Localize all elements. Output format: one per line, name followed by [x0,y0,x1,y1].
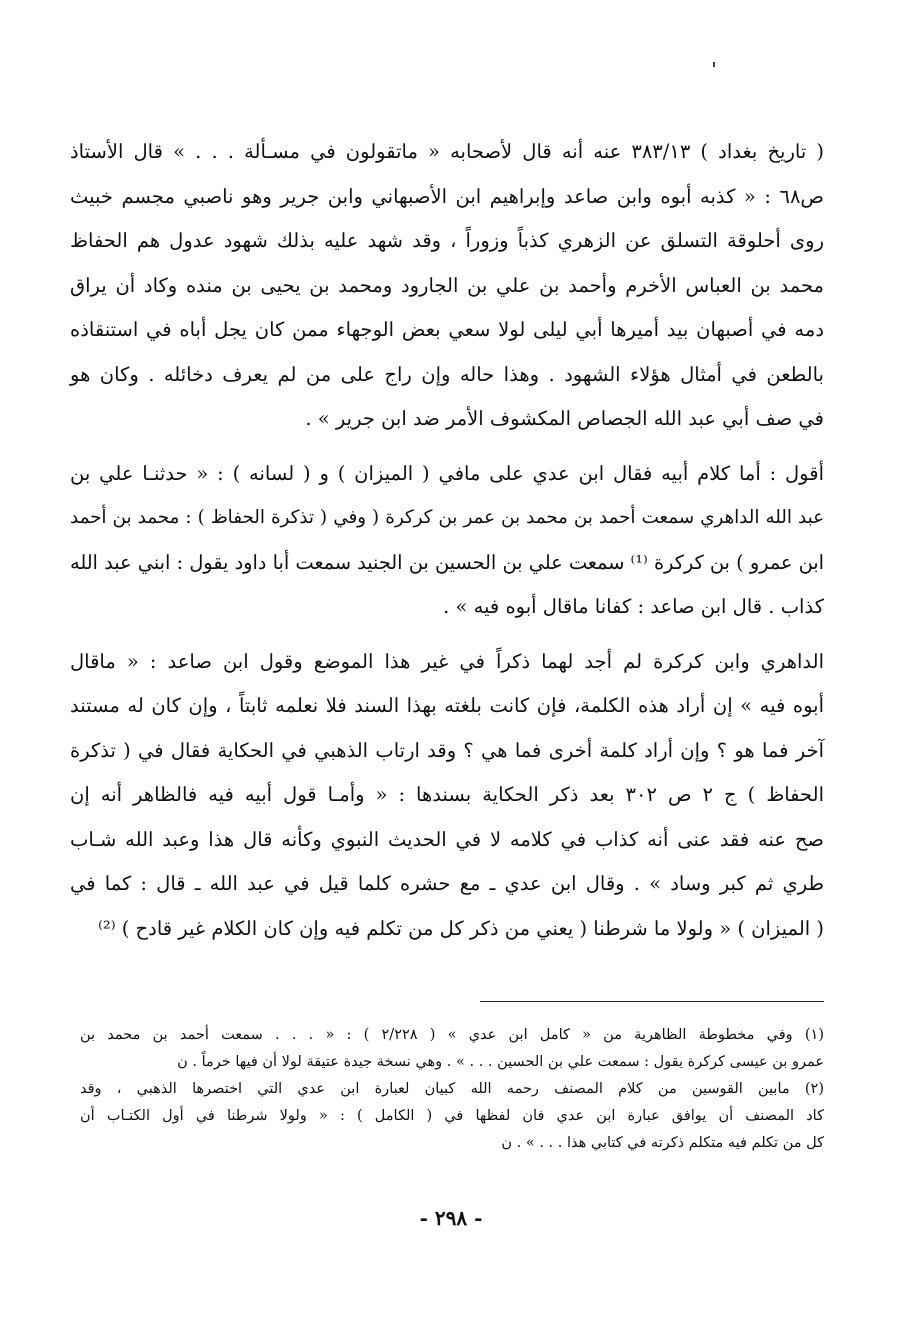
footnote-line: كل من تكلم فيه متكلم ذكرته في كتابي هذا . . . » . ن [501,1135,824,1151]
scan-speck [713,62,715,67]
text-line: الداهري وابن كركرة لم أجد لهما ذكراً في غير هذا الموضع وقول ابن صاعد : « ماقال [70,649,824,673]
text-line: دمه في أصبهان بيد أميرها أبي ليلى لولا سعي بعض الوجهاء ممن كان يجل أباه في استنقاذه [70,318,824,341]
text-line: ابن عمرو ) بن كركرة ⁽¹⁾ سمعت علي بن الحسين بن الجنيد سمعت أبا داود يقول : ابني عبد الله [70,550,824,574]
footnote-line: (١) وفي مخطوطة الظاهرية من « كامل ابن عدي » ( ٢/٢٢٨ ) : « . . . سمعت أحمد بن محمد بن [80,1027,824,1043]
text-line: ( تاريخ بغداد ) ٣٨٣/١٣ عنه أنه قال لأصحابه « ماتقولون في مسـألة . . . » قال الأستاذ [70,140,824,163]
text-line: كذاب . قال ابن صاعد : كفانا ماقال أبوه فيه » . [443,595,824,618]
paragraph-2 [70,452,824,630]
footnote-2 [80,1076,824,1157]
footnote-line: كاد المصنف أن يوافق عبارة ابن عدي فان لفظها في ( الكامل ) : « ولولا شرطنا في أول الكتـاب أن [80,1108,824,1124]
text-line: عبد الله الداهري سمعت أحمد بن محمد بن عمر بن كركرة ( وفي ( تذكرة الحفاظ ) : محمد بن أحمد [70,507,824,528]
footnote-1 [80,1022,824,1076]
text-line: آخر فما هو ؟ وإن أراد كلمة أخرى فما هي ؟ وقد ارتاب الذهبي في الحكاية فقال في ( تذكرة [70,738,824,762]
main-text [70,130,824,951]
footnote-divider [480,1001,824,1002]
paragraph-1 [70,130,824,442]
text-line: روى أحلوقة التسلق عن الزهري كذباً وزوراً ، وقد شهد عليه بذلك شهود عدول هم الحفاظ [70,229,824,252]
text-line: الحفاظ ) ج ٢ ص ٣٠٢ بعد ذكر الحكاية بسندها : « وأمـا قول أبيه فيه فالظاهر أنه إن [70,783,824,806]
text-line: ص٦٨ : « كذبه أبوه وابن صاعد وإبراهيم ابن الأصبهاني وابن جرير وهو ناصبي مجسم خبيث [70,184,824,208]
footnotes [80,1022,824,1157]
paragraph-3 [70,640,824,952]
text-line: أقول : أما كلام أبيه فقال ابن عدي على مافي ( الميزان ) و ( لسانه ) : « حدثنـا علي بن [70,461,824,485]
text-line: محمد بن العباس الأخرم وأحمد بن علي بن الجارود ومحمد بن يحيى بن منده وكاد أن يراق [70,273,824,297]
text-line: طري ثم كبر وساد » . وقال ابن عدي ـ مع حشره كلما قيل في عبد الله ـ قال : كما في [70,872,824,895]
text-line: أبوه فيه » إن أراد هذه الكلمة، فإن كانت بلغته بهذا السند فلا نعلمه ثابتاً ، وإن كان له مستند [70,694,824,717]
text-line: صح عنه فقد عنى أنه كذاب في كلامه لا في الحديث النبوي وكأنه قال هذا وعبد الله شـاب [70,827,824,851]
text-line: ( الميزان ) « ولولا ما شرطنا ( يعني من ذكر كل من تكلم فيه وإن كان الكلام غير قادح ) ⁽²⁾ [98,916,824,940]
text-line: في صف أبي عبد الله الجصاص المكشوف الأمر ضد ابن جرير » . [305,407,824,430]
footnote-line: (٢) مابين القوسين من كلام المصنف رحمه الله كبيان لعبارة ابن عدي التي اختصرها الذهبي ، وقد [80,1081,824,1097]
footnote-line: عمرو بن عيسى كركرة يقول : سمعت علي بن الحسين . . . » . وهي نسخة جيدة عتيقة لولا أن فيها خرماً . ن [177,1054,824,1070]
text-line: بالطعن في أمثال هؤلاء الشهود . وهذا حاله وإن راج على من لم يعرف دخائله . وكان هو [70,362,824,386]
page-number: - ٢٩٨ - [419,1206,483,1230]
